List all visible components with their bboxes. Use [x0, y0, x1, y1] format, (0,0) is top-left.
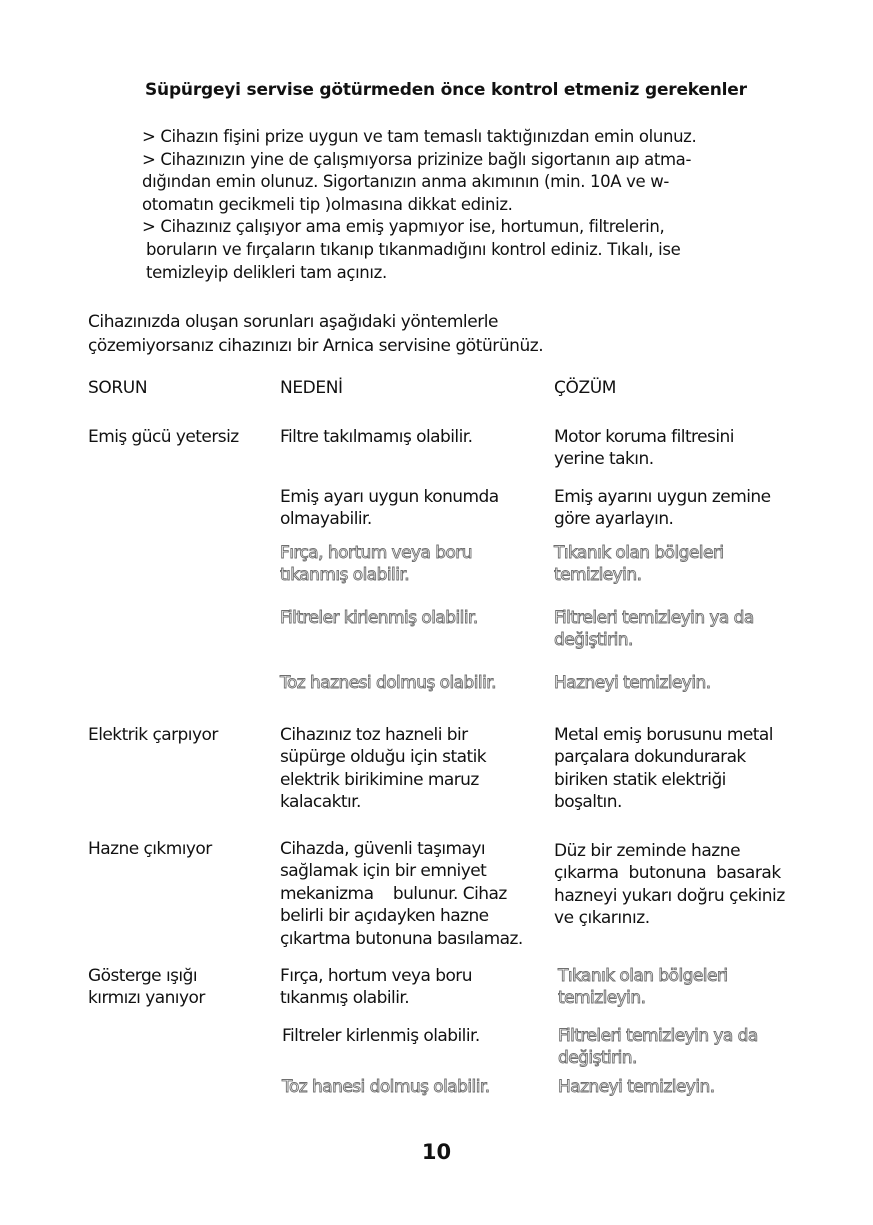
solution-cell — [554, 724, 773, 814]
cause-cell — [280, 426, 473, 448]
problem-cell — [88, 426, 239, 448]
cause-text: Emiş ayarı uygun konumda — [280, 487, 499, 507]
solution-cell — [554, 426, 734, 471]
solution-cell — [554, 542, 724, 587]
check-line: temizleyip delikleri tam açınız. — [146, 262, 387, 282]
cause-text: tıkanmış olabilir. — [280, 565, 410, 586]
cause-cell — [280, 965, 472, 1010]
solution-text: boşaltın. — [554, 792, 622, 813]
check-line: boruların ve fırçaların tıkanıp tıkanmadığını kontrol ediniz. Tıkalı, ise — [146, 239, 681, 259]
cause-text: sağlamak için bir emniyet — [280, 861, 487, 882]
intro-paragraph — [88, 310, 543, 358]
solution-cell — [554, 486, 771, 531]
column-header-problem: SORUN — [88, 378, 148, 398]
solution-text: değiştirin. — [558, 1048, 637, 1069]
page-heading: Süpürgeyi servise götürmeden önce kontrol etmeniz gerekenler — [145, 80, 747, 100]
cause-text: Cihazınız toz hazneli bir — [280, 725, 468, 745]
cause-text: belirli bir açıdayken hazne — [280, 906, 489, 927]
solution-cell — [558, 1076, 715, 1098]
solution-text: biriken statik elektriği — [554, 769, 726, 790]
column-header-solution: ÇÖZÜM — [554, 378, 617, 398]
intro-line: Cihazınızda oluşan sorunları aşağıdaki yöntemlerle — [88, 312, 499, 332]
solution-text: Hazneyi temizleyin. — [558, 1077, 715, 1097]
check-line: > Cihazınızın yine de çalışmıyorsa prizinize bağlı sigortanın aıp atma- — [142, 149, 692, 169]
cause-text: Toz haznesi dolmuş olabilir. — [280, 673, 497, 693]
cause-text: süpürge olduğu için statik — [280, 747, 487, 768]
solution-text: yerine takın. — [554, 449, 654, 470]
problem-cell — [88, 724, 218, 746]
cause-text: mekanizma bulunur. Cihaz — [280, 883, 507, 904]
solution-cell — [558, 1025, 758, 1070]
problem-text: kırmızı yanıyor — [88, 988, 205, 1009]
cause-cell — [280, 486, 499, 531]
check-line: > Cihazınız çalışıyor ama emiş yapmıyor ise, hortumun, filtrelerin, — [142, 217, 665, 237]
check-line: dığından emin olunuz. Sigortanızın anma akımının (min. 10A ve w- — [142, 172, 669, 192]
cause-cell — [280, 724, 486, 814]
solution-text: Düz bir zeminde hazne — [554, 841, 741, 861]
cause-text: Toz hanesi dolmuş olabilir. — [282, 1077, 490, 1097]
solution-text: Emiş ayarını uygun zemine — [554, 487, 771, 507]
problem-cell — [88, 838, 212, 860]
solution-text: temizleyin. — [554, 565, 642, 586]
page-number: 10 — [421, 1140, 452, 1164]
problem-text: Emiş gücü yetersiz — [88, 427, 239, 447]
cause-text: Fırça, hortum veya boru — [280, 966, 472, 986]
cause-text: çıkartma butonuna basılamaz. — [280, 928, 523, 949]
cause-cell — [282, 1025, 480, 1047]
solution-text: Motor koruma filtresini — [554, 427, 734, 447]
solution-cell — [554, 840, 785, 930]
cause-text: Filtreler kirlenmiş olabilir. — [280, 608, 478, 628]
solution-text: temizleyin. — [558, 988, 646, 1009]
check-line: otomatın gecikmeli tip )olmasına dikkat ediniz. — [142, 194, 513, 214]
problem-text: Gösterge ışığı — [88, 966, 198, 986]
solution-text: çıkarma butonuna basarak — [554, 863, 781, 884]
cause-text: kalacaktır. — [280, 792, 361, 813]
cause-cell — [280, 672, 496, 694]
cause-text: olmayabilir. — [280, 509, 372, 530]
solution-cell — [554, 607, 754, 652]
solution-text: Tıkanık olan bölgeleri — [554, 543, 724, 563]
problem-text: Hazne çıkmıyor — [88, 839, 212, 859]
solution-cell — [554, 672, 711, 694]
column-header-cause: NEDENİ — [280, 378, 343, 398]
solution-text: Metal emiş borusunu metal — [554, 725, 773, 745]
check-line: > Cihazın fişini prize uygun ve tam temaslı taktığınızdan emin olunuz. — [142, 127, 697, 146]
checklist — [142, 126, 782, 284]
problem-text: Elektrik çarpıyor — [88, 725, 218, 745]
solution-text: Filtreleri temizleyin ya da — [558, 1026, 758, 1046]
solution-text: hazneyi yukarı doğru çekiniz — [554, 885, 785, 906]
cause-text: Cihazda, güvenli taşımayı — [280, 839, 486, 859]
intro-line: çözemiyorsanız cihazınızı bir Arnica servisine götürünüz. — [88, 336, 544, 356]
solution-text: değiştirin. — [554, 630, 633, 651]
solution-text: Tıkanık olan bölgeleri — [558, 966, 728, 986]
solution-text: Filtreleri temizleyin ya da — [554, 608, 754, 628]
solution-text: ve çıkarınız. — [554, 908, 650, 929]
cause-text: Filtre takılmamış olabilir. — [280, 427, 473, 447]
cause-cell — [280, 542, 472, 587]
cause-cell — [282, 1076, 490, 1098]
solution-text: parçalara dokundurarak — [554, 747, 746, 768]
cause-text: Fırça, hortum veya boru — [280, 543, 472, 563]
problem-cell — [88, 965, 205, 1010]
cause-cell — [280, 838, 523, 950]
solution-text: göre ayarlayın. — [554, 509, 674, 530]
cause-text: Filtreler kirlenmiş olabilir. — [282, 1026, 480, 1046]
solution-text: Hazneyi temizleyin. — [554, 673, 711, 693]
cause-text: elektrik birikimine maruz — [280, 769, 479, 790]
cause-cell — [280, 607, 478, 629]
solution-cell — [558, 965, 728, 1010]
cause-text: tıkanmış olabilir. — [280, 988, 410, 1009]
